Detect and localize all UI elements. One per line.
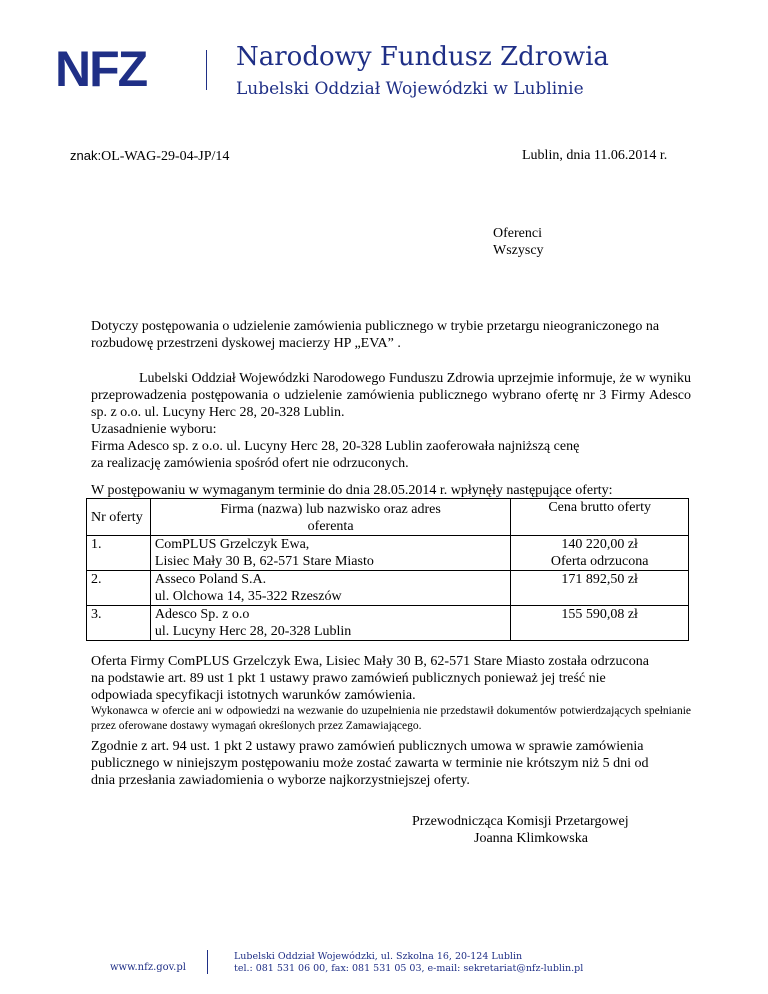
offer-price <box>511 606 689 641</box>
offer-address: Lisiec Mały 30 B, 62-571 Stare Miasto <box>154 554 374 569</box>
offer-price <box>511 536 689 571</box>
header-nr: Nr oferty <box>87 499 151 536</box>
table-row <box>87 606 689 641</box>
footer-contact <box>234 951 583 975</box>
justification-label: Uzasadnienie wyboru: <box>91 422 217 437</box>
offer-name: Asseco Poland S.A. <box>154 572 267 587</box>
signature-title: Przewodnicząca Komisji Przetargowej <box>412 814 629 829</box>
offer-name: ComPLUS Grzelczyk Ewa, <box>154 537 310 552</box>
offer-nr: 1. <box>87 536 151 571</box>
recipient-line2: Wszyscy <box>493 243 544 258</box>
table-header-row <box>87 499 689 536</box>
offer-address: ul. Olchowa 14, 35-322 Rzeszów <box>154 589 342 604</box>
offer-price-value: 140 220,00 zł <box>561 537 638 552</box>
header-price: Cena brutto oferty <box>511 499 689 536</box>
rejection-note: Wykonawca w ofercie ani w odpowiedzi na wezwanie do uzupełnienia nie przedstawił dokumentów potwierdzających spełnianie przez oferowane dostawy wymagań określonych przez Zamawiającego. <box>91 705 691 732</box>
table-row <box>87 571 689 606</box>
offer-name: Adesco Sp. z o.o <box>154 607 250 622</box>
header-divider <box>206 50 207 90</box>
offer-firm <box>150 571 510 606</box>
subject: Dotyczy postępowania o udzielenie zamówienia publicznego w trybie przetargu nieograniczonego na rozbudowę przestrzeni dyskowej macierzy HP „EVA” . <box>91 319 660 351</box>
intro-paragraph: Lubelski Oddział Wojewódzki Narodowego Funduszu Zdrowia uprzejmie informuje, że w wyniku przeprowadzenia postępowania o udzielenie zamówienia publicznego wybrano ofertę nr 3 Firmy Adesco sp. z o.o. ul. Lucyny Herc 28, 20-328 Lublin. <box>91 371 691 420</box>
contract-paragraph: Zgodnie z art. 94 ust. 1 pkt 2 ustawy prawo zamówień publicznych umowa w sprawie zamówienia publicznego w niniejszym postępowaniu może zostać zawarta w terminie nie krótszym niż 5 dni od dnia przesłania zawiadomienia o wyborze najkorzystniejszej oferty. <box>91 739 649 788</box>
offer-status: Oferta odrzucona <box>550 554 649 569</box>
footer-divider <box>207 950 208 974</box>
offers-intro: W postępowaniu w wymaganym terminie do dnia 28.05.2014 r. wpłynęły następujące oferty: <box>91 483 613 498</box>
justification: Firma Adesco sp. z o.o. ul. Lucyny Herc 28, 20-328 Lublin zaoferowała najniższą cenę za realizację zamówienia spośród ofert nie odrzuconych. <box>91 439 580 471</box>
offer-nr: 3. <box>87 606 151 641</box>
offer-firm <box>150 536 510 571</box>
signature-name: Joanna Klimkowska <box>474 831 588 846</box>
offer-firm <box>150 606 510 641</box>
offer-nr: 2. <box>87 571 151 606</box>
nfz-logo: NFZ <box>55 41 147 97</box>
table-row <box>87 536 689 571</box>
footer-address: Lubelski Oddział Wojewódzki, ul. Szkolna 16, 20-124 Lublin <box>234 951 523 962</box>
footer-url[interactable]: www.nfz.gov.pl <box>110 962 186 973</box>
offer-price-value: 155 590,08 zł <box>561 607 638 622</box>
place-date: Lublin, dnia 11.06.2014 r. <box>522 148 668 163</box>
offer-price-value: 171 892,50 zł <box>561 572 638 587</box>
recipient-line1: Oferenci <box>493 226 542 241</box>
rejection-paragraph: Oferta Firmy ComPLUS Grzelczyk Ewa, Lisiec Mały 30 B, 62-571 Stare Miasto została odrzucona na podstawie art. 89 ust 1 pkt 1 ustawy prawo zamówień publicznych ponieważ jej treść nie odpowiada specyfikacji istotnych warunków zamówienia. <box>91 654 649 703</box>
header-firm: Firma (nazwa) lub nazwisko oraz adres oferenta <box>150 499 510 536</box>
org-name: Narodowy Fundusz Zdrowia <box>236 42 609 72</box>
offers-table <box>86 498 689 641</box>
sign-prefix: znak: <box>70 148 102 163</box>
offer-price <box>511 571 689 606</box>
sign-reference <box>70 147 229 165</box>
org-branch: Lubelski Oddział Wojewódzki w Lublinie <box>236 79 584 99</box>
offer-address: ul. Lucyny Herc 28, 20-328 Lublin <box>154 624 352 639</box>
footer-phone-email: tel.: 081 531 06 00, fax: 081 531 05 03, e-mail: sekretariat@nfz-lublin.pl <box>234 963 584 974</box>
sign-value: OL-WAG-29-04-JP/14 <box>101 149 230 164</box>
